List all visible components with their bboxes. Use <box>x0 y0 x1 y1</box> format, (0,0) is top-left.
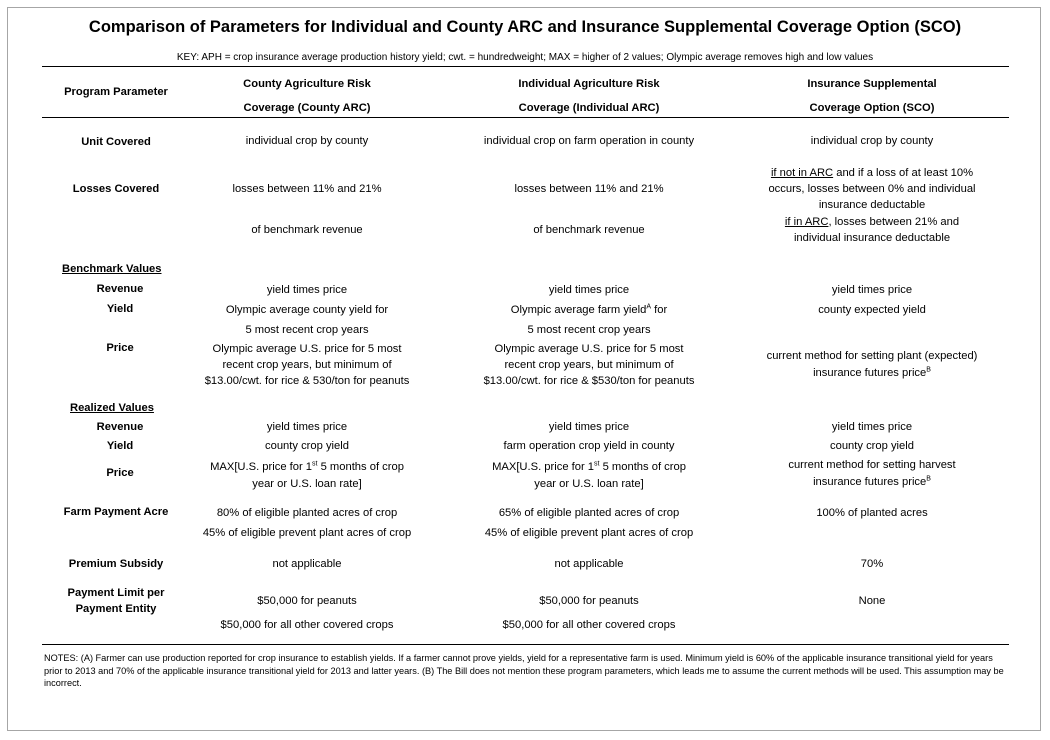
sco-losses-not-in-arc: if not in ARC <box>770 167 834 179</box>
individual-realized-price-text2: 5 months of crop <box>599 461 686 473</box>
rule-top <box>42 66 1009 67</box>
sco-realized-revenue: yield times price <box>831 421 913 433</box>
label-losses-covered: Losses Covered <box>72 183 160 195</box>
label-benchmark-price: Price <box>106 342 134 354</box>
sco-losses-line5: individual insurance deductable <box>793 232 951 244</box>
footnotes: NOTES: (A) Farmer can use production reported for crop insurance to establish yields. If a farmer cannot prove yields, yield for a representative farm is used. Minimum yield is 60% of the applicable insurance transitional yield for years prior to 2013 and 70% of the applicable insurance transitional yield for 2013 and latter years. (B) The Bill does not mention these program parameters, which leads me to assume the current methods will be used. This assumption may be incorrect. <box>44 653 1004 688</box>
county-premium: not applicable <box>272 558 342 570</box>
individual-unit: individual crop on farm operation in county <box>483 135 695 147</box>
individual-benchmark-yield-text: Olympic average farm yield <box>510 304 647 316</box>
individual-realized-yield: farm operation crop yield in county <box>503 440 675 452</box>
header-program-parameter: Program Parameter <box>64 86 168 98</box>
individual-benchmark-yield-for: for <box>651 304 668 316</box>
header-individual-line1: Individual Agriculture Risk <box>518 78 660 90</box>
sco-realized-price-line1: current method for setting harvest <box>788 459 956 471</box>
individual-losses-line1: losses between 11% and 21% <box>514 183 664 195</box>
label-benchmark-revenue: Revenue <box>96 283 144 295</box>
sco-losses-line3: insurance deductable <box>818 199 926 211</box>
county-benchmark-revenue: yield times price <box>266 284 348 296</box>
county-realized-price-line2: year or U.S. loan rate] <box>252 478 362 490</box>
header-individual-line2: Coverage (Individual ARC) <box>518 102 660 114</box>
section-benchmark-values: Benchmark Values <box>62 263 162 275</box>
county-limit-line1: $50,000 for peanuts <box>257 595 357 607</box>
county-benchmark-price-line3: $13.00/cwt. for rice & 530/ton for peanuts <box>204 375 410 387</box>
county-losses-line1: losses between 11% and 21% <box>232 183 382 195</box>
sco-losses-line4 <box>785 214 959 230</box>
sco-premium: 70% <box>860 558 884 570</box>
county-unit: individual crop by county <box>245 135 369 147</box>
header-sco-line1: Insurance Supplemental <box>807 78 937 90</box>
label-realized-revenue: Revenue <box>96 421 144 433</box>
header-county-line1: County Agriculture Risk <box>243 78 371 90</box>
key-legend: KEY: APH = crop insurance average production history yield; cwt. = hundredweight; MAX = higher of 2 values; Olympic average removes high and low values <box>176 52 874 63</box>
page-title: Comparison of Parameters for Individual and County ARC and Insurance Supplemental Coverage Option (SCO) <box>88 18 962 36</box>
individual-limit-line2: $50,000 for all other covered crops <box>502 619 676 631</box>
label-payment-limit-line2: Payment Entity <box>75 603 157 615</box>
county-losses-line2: of benchmark revenue <box>251 224 363 236</box>
county-farm-payment-line1: 80% of eligible planted acres of crop <box>216 507 398 519</box>
county-realized-yield: county crop yield <box>265 440 349 452</box>
individual-realized-price-line2: year or U.S. loan rate] <box>534 478 644 490</box>
sco-losses-line1 <box>771 165 973 181</box>
label-payment-limit-line1: Payment Limit per <box>67 587 165 599</box>
individual-premium: not applicable <box>554 558 624 570</box>
rule-header <box>42 117 1009 118</box>
individual-benchmark-yield-line2: 5 most recent crop years <box>527 324 651 336</box>
footnote-b-marker: B <box>926 366 931 374</box>
sco-losses-line4-text: , losses between 21% and <box>828 216 960 228</box>
county-realized-revenue: yield times price <box>266 421 348 433</box>
sco-benchmark-price-line1: current method for setting plant (expected) <box>766 350 978 362</box>
header-county-line2: Coverage (County ARC) <box>243 102 371 114</box>
sco-realized-price-text: insurance futures price <box>813 476 927 488</box>
label-realized-price: Price <box>106 467 134 479</box>
county-benchmark-yield-line1: Olympic average county yield for <box>225 304 389 316</box>
sco-benchmark-price-line2 <box>813 365 931 381</box>
sco-benchmark-price-text: insurance futures price <box>813 367 927 379</box>
label-unit-covered: Unit Covered <box>81 136 151 148</box>
sco-farm-payment: 100% of planted acres <box>816 507 928 519</box>
individual-realized-price-line1 <box>492 459 686 475</box>
individual-limit-line1: $50,000 for peanuts <box>539 595 639 607</box>
rule-bottom <box>42 644 1009 645</box>
sco-unit: individual crop by county <box>810 135 934 147</box>
label-benchmark-yield: Yield <box>106 303 134 315</box>
sco-losses-in-arc: if in ARC <box>784 216 829 228</box>
individual-benchmark-price-line3: $13.00/cwt. for rice & $530/ton for peanuts <box>483 375 695 387</box>
individual-farm-payment-line1: 65% of eligible planted acres of crop <box>498 507 680 519</box>
county-limit-line2: $50,000 for all other covered crops <box>220 619 394 631</box>
county-realized-price-sup: st <box>312 460 318 468</box>
sco-limit: None <box>858 595 886 607</box>
individual-benchmark-price-line1: Olympic average U.S. price for 5 most <box>494 343 684 355</box>
sco-losses-line2: occurs, losses between 0% and individual <box>768 183 976 195</box>
county-realized-price-line1 <box>210 459 404 475</box>
individual-realized-price-text: MAX[U.S. price for 1 <box>492 461 595 473</box>
sco-benchmark-revenue: yield times price <box>831 284 913 296</box>
individual-realized-revenue: yield times price <box>548 421 630 433</box>
sco-benchmark-yield: county expected yield <box>818 304 926 316</box>
footnote-a-marker: A <box>646 303 652 311</box>
individual-benchmark-price-line2: recent crop years, but minimum of <box>504 359 674 371</box>
header-sco-line2: Coverage Option (SCO) <box>809 102 935 114</box>
county-benchmark-price-line2: recent crop years, but minimum of <box>222 359 392 371</box>
county-benchmark-yield-line2: 5 most recent crop years <box>245 324 369 336</box>
individual-losses-line2: of benchmark revenue <box>533 224 645 236</box>
county-benchmark-price-line1: Olympic average U.S. price for 5 most <box>212 343 402 355</box>
county-farm-payment-line2: 45% of eligible prevent plant acres of crop <box>202 527 412 539</box>
sco-realized-price-line2 <box>813 474 931 490</box>
individual-benchmark-yield-line1 <box>511 302 667 318</box>
sco-realized-price-sup: B <box>926 475 931 483</box>
label-realized-yield: Yield <box>106 440 134 452</box>
section-realized-values: Realized Values <box>70 402 154 414</box>
label-farm-payment-acre: Farm Payment Acre <box>63 506 169 518</box>
county-realized-price-text: MAX[U.S. price for 1 <box>210 461 313 473</box>
label-premium-subsidy: Premium Subsidy <box>68 558 164 570</box>
individual-benchmark-revenue: yield times price <box>548 284 630 296</box>
sco-losses-line1-text: and if a loss of at least 10% <box>833 167 974 179</box>
individual-realized-price-sup: st <box>594 460 600 468</box>
sco-realized-yield: county crop yield <box>830 440 914 452</box>
individual-farm-payment-line2: 45% of eligible prevent plant acres of crop <box>484 527 694 539</box>
county-realized-price-text2: 5 months of crop <box>317 461 404 473</box>
